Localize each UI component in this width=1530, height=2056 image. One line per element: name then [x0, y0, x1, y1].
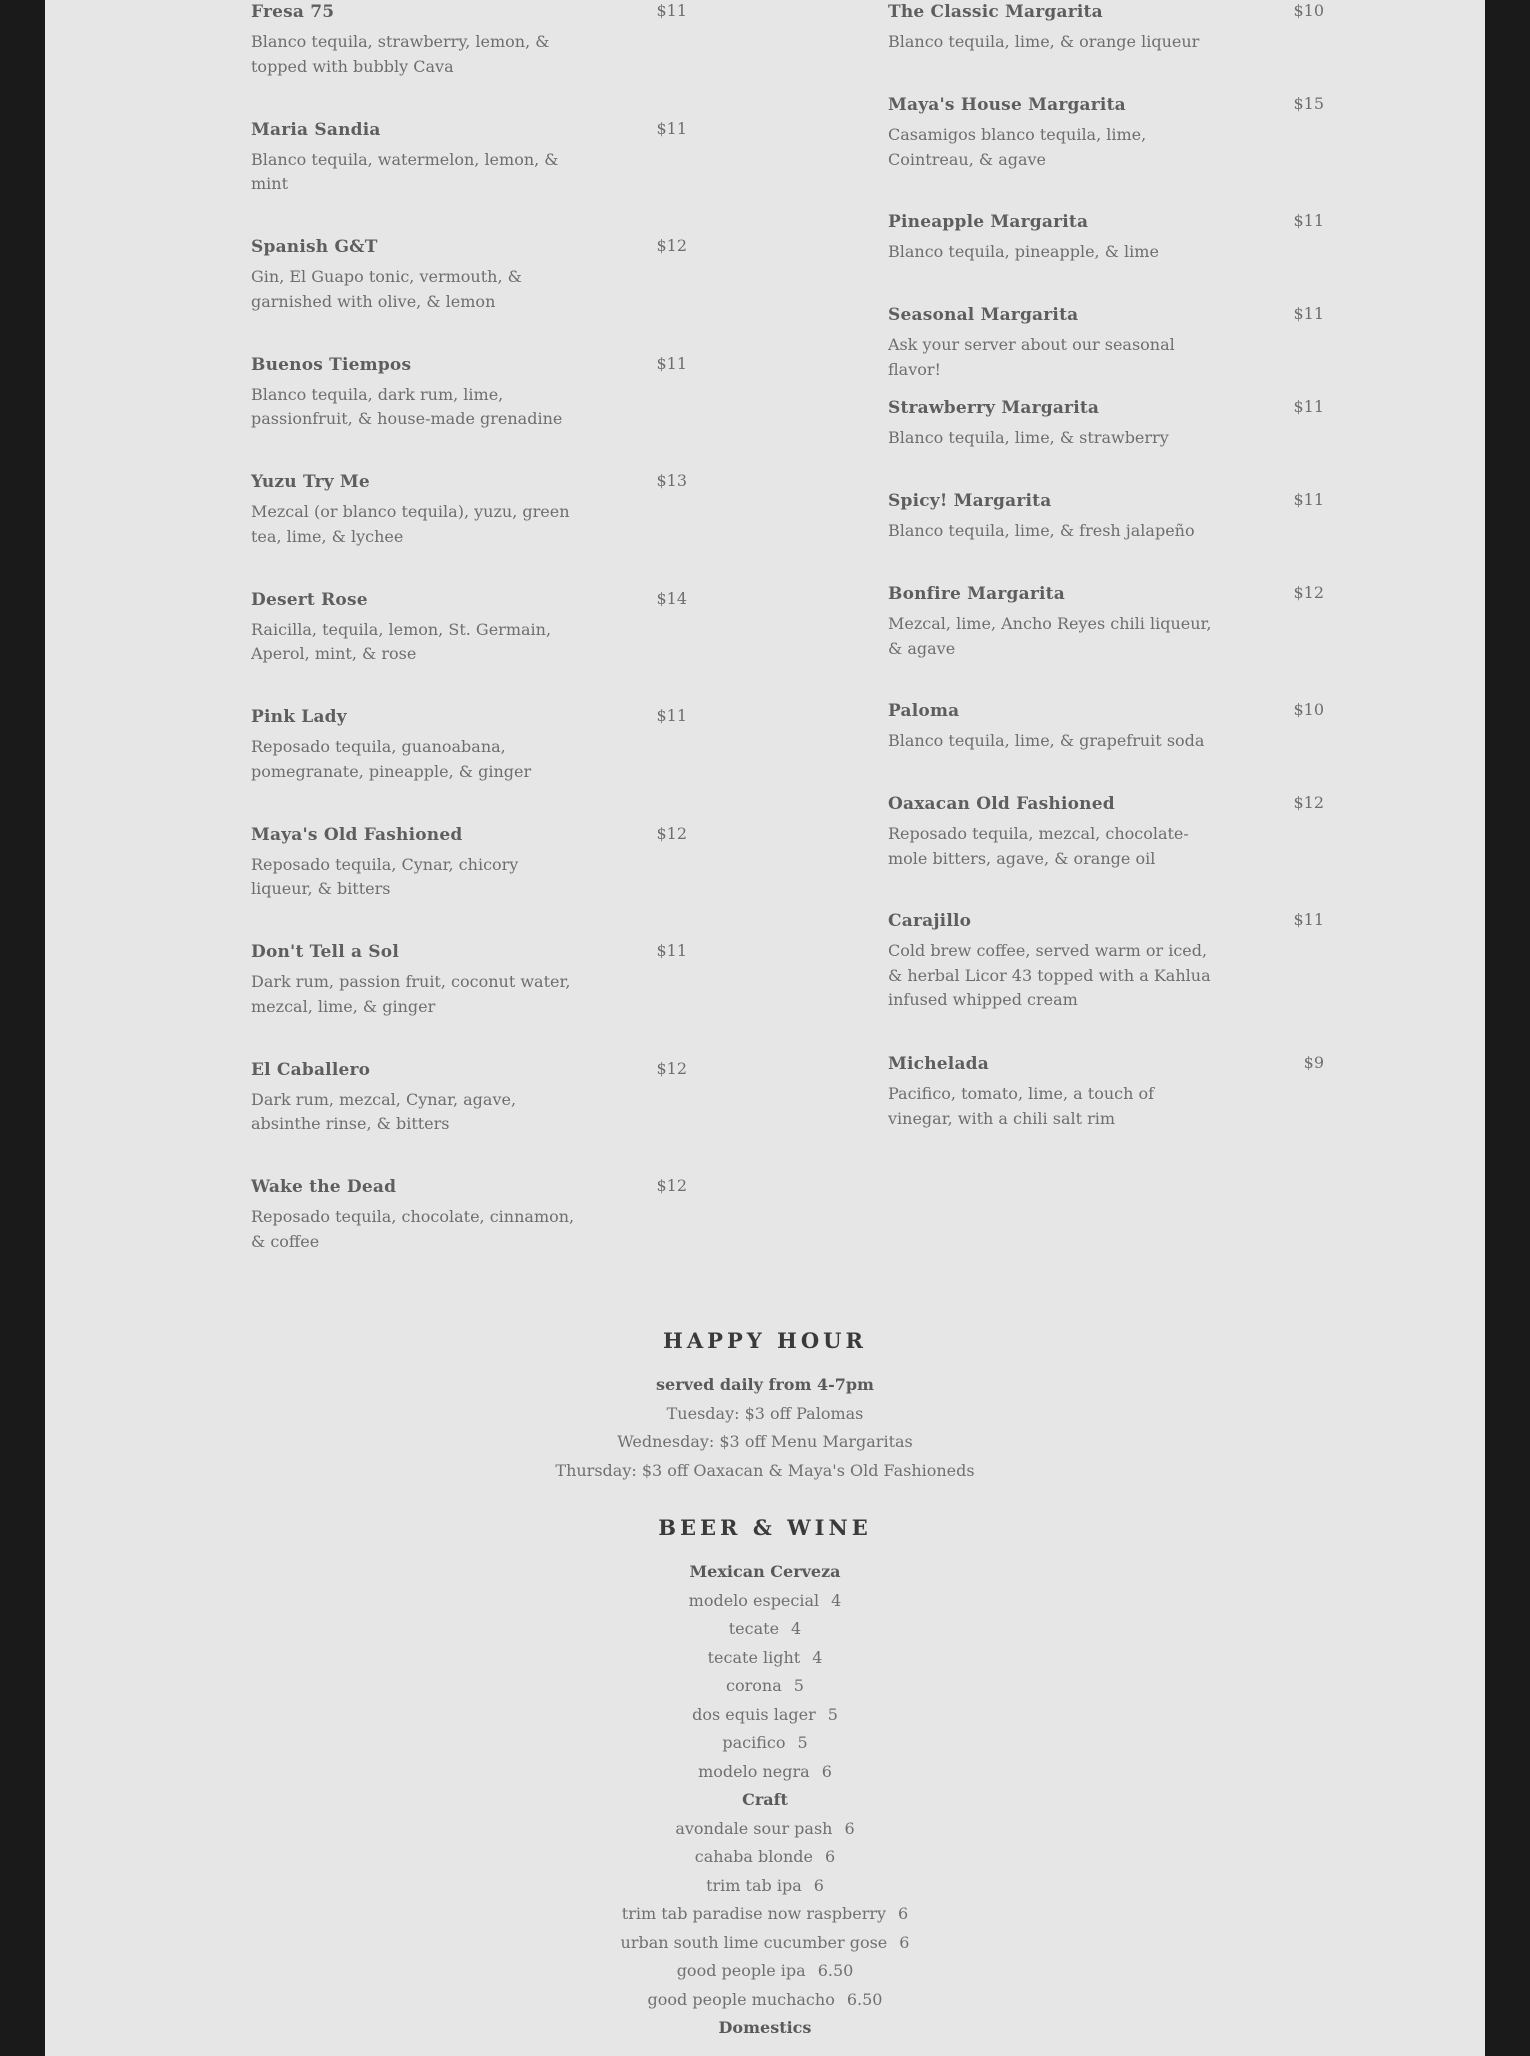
beer-item: corona 5 — [726, 1676, 804, 1695]
item-price: $14 — [656, 588, 687, 608]
item-description: Ask your server about our seasonal flavor! — [888, 335, 1175, 379]
beer-wine-section — [45, 1515, 1485, 2043]
item-description: Blanco tequila, lime, & grapefruit soda — [888, 731, 1205, 750]
beer-item: good people ipa 6.50 — [676, 1961, 854, 1980]
item-name: Carajillo — [888, 911, 972, 931]
menu-item — [888, 1052, 1324, 1169]
menu-item — [888, 792, 1324, 909]
item-name: Desert Rose — [251, 589, 368, 610]
item-price: $12 — [1293, 793, 1324, 812]
item-description: Reposado tequila, guanoabana, pomegranate, pineapple, & ginger — [251, 737, 532, 781]
happy-hour-line: Thursday: $3 off Oaxacan & Maya's Old Fashioneds — [555, 1460, 975, 1480]
menu-item — [251, 588, 687, 706]
beer-item: good people muchacho 6.50 — [647, 1989, 883, 2009]
item-description: Blanco tequila, watermelon, lemon, & mint — [251, 149, 559, 193]
menu-item — [251, 705, 687, 823]
item-price: $12 — [656, 1176, 687, 1195]
menu-item — [251, 235, 687, 353]
menu-item — [251, 1058, 687, 1176]
item-price: $11 — [1293, 910, 1324, 929]
menu-item — [888, 93, 1324, 210]
item-price: $11 — [656, 941, 687, 960]
item-description: Dark rum, mezcal, Cynar, agave, absinthe rinse, & bitters — [251, 1089, 517, 1133]
item-price: $12 — [656, 823, 687, 843]
happy-hour-section — [45, 1328, 1485, 1485]
item-description: Blanco tequila, lime, & strawberry — [888, 428, 1169, 447]
item-name: Wake the Dead — [251, 1177, 397, 1197]
item-price: $11 — [1293, 211, 1324, 230]
item-description: Blanco tequila, strawberry, lemon, & topped with bubbly Cava — [251, 32, 550, 76]
margaritas-column — [888, 0, 1324, 1169]
menu-item — [251, 1175, 687, 1293]
item-name: Maria Sandia — [251, 119, 381, 140]
item-name: Strawberry Margarita — [888, 398, 1100, 418]
beer-wine-title: BEER & WINE — [658, 1515, 872, 1540]
menu-item — [888, 396, 1324, 489]
item-description: Casamigos blanco tequila, lime, Cointreau, & agave — [888, 125, 1147, 169]
domestics-heading: Domestics — [718, 2018, 812, 2037]
item-price: $12 — [656, 236, 687, 255]
menu-item — [251, 823, 687, 941]
item-description: Cold brew coffee, served warm or iced, & herbal Licor 43 topped with a Kahlua infused whipped cream — [888, 941, 1211, 1009]
item-name: Bonfire Margarita — [888, 584, 1065, 604]
beer-item: tecate light 4 — [707, 1647, 823, 1667]
item-price: $13 — [656, 471, 687, 490]
item-description: Mezcal, lime, Ancho Reyes chili liqueur, & agave — [888, 614, 1212, 658]
item-price: $11 — [656, 353, 687, 373]
item-description: Blanco tequila, lime, & fresh jalapeño — [888, 521, 1195, 540]
menu-item — [888, 0, 1324, 93]
menu-item — [888, 909, 1324, 1052]
menu-page — [45, 0, 1485, 2056]
item-name: Spanish G&T — [251, 237, 378, 257]
item-price: $11 — [1293, 304, 1324, 323]
item-name: El Caballero — [251, 1059, 371, 1080]
item-description: Blanco tequila, lime, & orange liqueur — [888, 32, 1200, 51]
item-name: The Classic Margarita — [888, 2, 1103, 22]
item-description: Pacifico, tomato, lime, a touch of vinegar, with a chili salt rim — [888, 1084, 1155, 1128]
item-description: Gin, El Guapo tonic, vermouth, & garnished with olive, & lemon — [251, 267, 522, 311]
beer-item: cahaba blonde 6 — [694, 1847, 836, 1866]
craft-heading: Craft — [742, 1790, 788, 1809]
menu-item — [251, 353, 687, 471]
item-description: Reposado tequila, mezcal, chocolate-mole bitters, agave, & orange oil — [888, 824, 1189, 868]
menu-item — [888, 699, 1324, 792]
item-description: Blanco tequila, pineapple, & lime — [888, 242, 1159, 261]
menu-item — [251, 940, 687, 1058]
item-price: $12 — [1293, 583, 1324, 602]
item-price: $12 — [656, 1058, 687, 1078]
item-price: $11 — [656, 118, 687, 138]
beer-item: dos equis lager 5 — [692, 1704, 838, 1724]
item-description: Reposado tequila, Cynar, chicory liqueur, & bitters — [251, 854, 519, 898]
item-name: Oaxacan Old Fashioned — [888, 794, 1115, 814]
happy-hour-subtitle: served daily from 4-7pm — [656, 1375, 874, 1394]
beer-item: tecate 4 — [728, 1619, 802, 1638]
mexican-cerveza-heading: Mexican Cerveza — [689, 1562, 841, 1581]
item-price: $10 — [1293, 700, 1324, 719]
item-name: Pineapple Margarita — [888, 212, 1089, 232]
item-price: $9 — [1303, 1053, 1324, 1072]
item-price: $15 — [1293, 94, 1324, 113]
beer-item: urban south lime cucumber gose 6 — [620, 1932, 910, 1952]
item-name: Buenos Tiempos — [251, 354, 412, 375]
item-description: Blanco tequila, dark rum, lime, passionfruit, & house-made grenadine — [251, 384, 563, 428]
item-price: $10 — [1293, 1, 1324, 20]
beer-item: trim tab paradise now raspberry 6 — [621, 1904, 909, 1923]
item-price: $11 — [1293, 490, 1324, 509]
item-price: $11 — [656, 706, 687, 725]
item-description: Mezcal (or blanco tequila), yuzu, green tea, lime, & lychee — [251, 502, 570, 546]
beer-item: pacifico 5 — [722, 1733, 808, 1752]
menu-item — [888, 489, 1324, 582]
item-name: Paloma — [888, 701, 960, 721]
item-name: Seasonal Margarita — [888, 305, 1079, 325]
beer-item: avondale sour pash 6 — [675, 1818, 855, 1838]
item-name: Yuzu Try Me — [251, 472, 370, 492]
item-name: Michelada — [888, 1054, 989, 1074]
item-name: Spicy! Margarita — [888, 491, 1052, 511]
menu-item — [888, 210, 1324, 303]
beer-item: trim tab ipa 6 — [706, 1875, 824, 1895]
item-description: Dark rum, passion fruit, coconut water, mezcal, lime, & ginger — [251, 972, 571, 1016]
item-description: Raicilla, tequila, lemon, St. Germain, Aperol, mint, & rose — [251, 619, 552, 663]
item-price: $11 — [656, 1, 687, 20]
item-description: Reposado tequila, chocolate, cinnamon, & coffee — [251, 1207, 575, 1251]
item-name: Maya's Old Fashioned — [251, 824, 463, 845]
menu-item — [251, 118, 687, 236]
menu-item — [888, 582, 1324, 699]
item-name: Pink Lady — [251, 707, 347, 727]
menu-item — [251, 0, 687, 118]
beer-item: modelo especial 4 — [688, 1590, 842, 1610]
happy-hour-title: HAPPY HOUR — [663, 1328, 867, 1353]
item-name: Maya's House Margarita — [888, 95, 1126, 115]
item-name: Don't Tell a Sol — [251, 942, 399, 962]
beer-item: modelo negra 6 — [698, 1761, 832, 1781]
happy-hour-line: Tuesday: $3 off Palomas — [666, 1403, 864, 1423]
menu-item — [888, 303, 1324, 396]
item-price: $11 — [1293, 397, 1324, 416]
item-name: Fresa 75 — [251, 2, 335, 22]
menu-item — [251, 470, 687, 588]
cocktails-column — [251, 0, 687, 1293]
happy-hour-line: Wednesday: $3 off Menu Margaritas — [617, 1432, 913, 1451]
